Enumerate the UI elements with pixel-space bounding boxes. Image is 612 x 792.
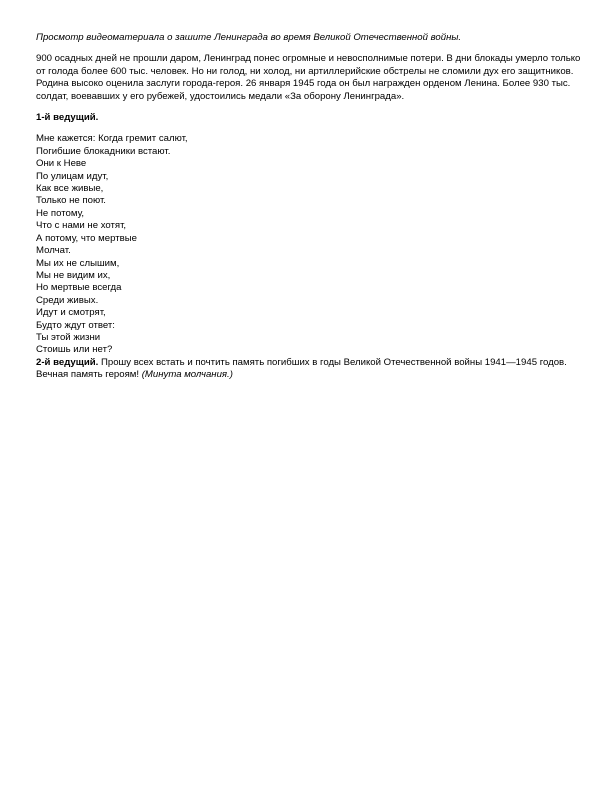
poem-line: По улицам идут, — [36, 170, 109, 182]
history-paragraph: 900 осадных дней не прошли даром, Ленинград понес огромные и невосполнимые потери. В дни блокады умерло только от голода более 600 тыс. человек. Но ни голод, ни холод, ни артиллерийские обстрелы не сломили дух его защитников. Родина высоко оценила заслуги города-героя. 26 января 1945 года он был награжден орденом Ленина. Более 930 тыс. солдат, воевавших у его рубежей, удостоились медали «За оборону Ленинграда». — [36, 53, 581, 102]
poem-line: Идут и смотрят, — [36, 307, 106, 319]
closing-note: (Минута молчания.) — [141, 369, 233, 381]
poem-line: Среди живых. — [36, 294, 99, 306]
poem-line: Но мертвые всегда — [36, 282, 122, 294]
closing-paragraph — [36, 357, 582, 382]
poem-line: Ты этой жизни — [36, 331, 101, 343]
poem-line: Стоишь или нет? — [36, 344, 113, 356]
poem — [36, 133, 582, 356]
poem-line: Что с нами не хотят, — [36, 220, 127, 232]
speaker-2-heading: 2-й ведущий. — [36, 356, 99, 368]
poem-line: Они к Неве — [36, 158, 87, 170]
poem-line: Мы не видим их, — [36, 269, 111, 281]
poem-line: Мне кажется: Когда гремит салют, — [36, 133, 188, 145]
poem-line: Погибшие блокадники встают. — [36, 145, 171, 157]
poem-line: Только не поют. — [36, 195, 106, 207]
intro-title: Просмотр видеоматериала о зашите Ленинграда во время Великой Отечественной войны. — [36, 32, 462, 43]
poem-line: Молчат. — [36, 245, 71, 257]
speaker-1-heading: 1-й ведущий. — [36, 112, 99, 124]
poem-line: Будто ждут ответ: — [36, 319, 115, 331]
closing-text: Прошу всех встать и почтить память погибших в годы Великой Отечественной войны 1941—1945 годов. Вечная память героям! — [36, 356, 567, 381]
document-page — [36, 32, 582, 382]
poem-line: Как все живые, — [36, 183, 104, 195]
poem-line: Мы их не слышим, — [36, 257, 120, 269]
poem-line: Не потому, — [36, 207, 85, 219]
poem-line: А потому, что мертвые — [36, 232, 137, 244]
